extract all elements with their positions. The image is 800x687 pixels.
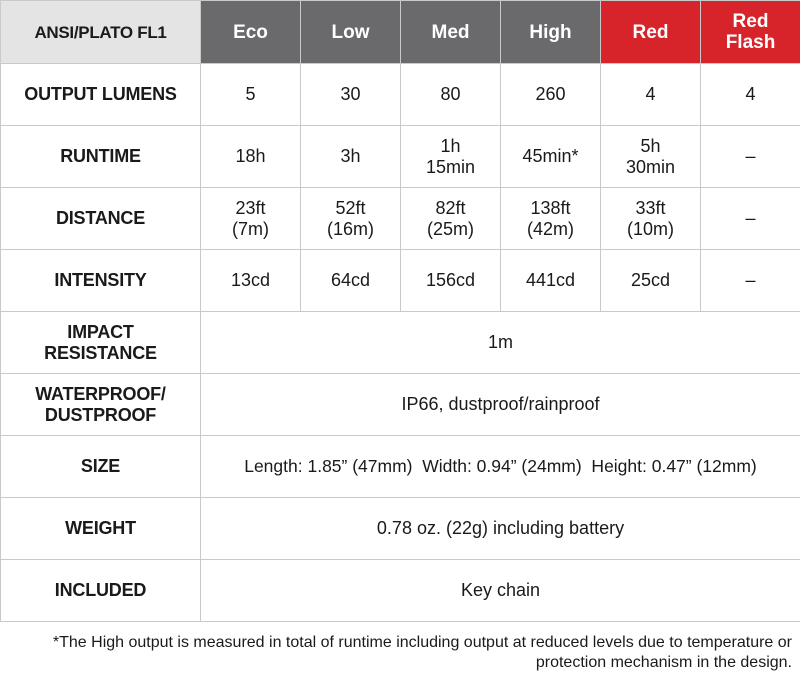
row-label: WEIGHT	[1, 498, 201, 560]
row-label: IMPACT RESISTANCE	[1, 312, 201, 374]
header-row	[1, 1, 800, 64]
table-cell: 0.78 oz. (22g) including battery	[201, 498, 800, 560]
intensity-row	[1, 250, 800, 312]
impact-resistance-row	[1, 312, 800, 374]
table-cell: 260	[501, 64, 601, 126]
waterproof-row	[1, 374, 800, 436]
table-cell: 4	[701, 64, 800, 126]
mode-header-red: Red	[601, 1, 701, 64]
row-label: INCLUDED	[1, 560, 201, 622]
table-cell: 5	[201, 64, 301, 126]
mode-header-eco: Eco	[201, 1, 301, 64]
table-cell: 23ft (7m)	[201, 188, 301, 250]
table-cell: 1h 15min	[401, 126, 501, 188]
table-cell: –	[701, 250, 800, 312]
table-cell: Length: 1.85” (47mm) Width: 0.94” (24mm) Height: 0.47” (12mm)	[201, 436, 800, 498]
distance-row	[1, 188, 800, 250]
table-cell: 5h 30min	[601, 126, 701, 188]
table-cell: 64cd	[301, 250, 401, 312]
row-label: SIZE	[1, 436, 201, 498]
table-cell: 82ft (25m)	[401, 188, 501, 250]
table-cell: 1m	[201, 312, 800, 374]
table-cell: 138ft (42m)	[501, 188, 601, 250]
table-cell: –	[701, 188, 800, 250]
standard-header: ANSI/PLATO FL1	[1, 1, 201, 64]
footnote	[0, 633, 792, 673]
table-cell: 52ft (16m)	[301, 188, 401, 250]
footnote-line: protection mechanism in the design.	[535, 654, 792, 671]
mode-header-low: Low	[301, 1, 401, 64]
output-lumens-row	[1, 64, 800, 126]
row-label: OUTPUT LUMENS	[1, 64, 201, 126]
table-cell: 33ft (10m)	[601, 188, 701, 250]
weight-row	[1, 498, 800, 560]
mode-header-high: High	[501, 1, 601, 64]
row-label: DISTANCE	[1, 188, 201, 250]
table-cell: 30	[301, 64, 401, 126]
row-label: WATERPROOF/ DUSTPROOF	[1, 374, 201, 436]
table-cell: 45min*	[501, 126, 601, 188]
table-cell: –	[701, 126, 800, 188]
table-cell: 80	[401, 64, 501, 126]
table-cell: 18h	[201, 126, 301, 188]
size-row	[1, 436, 800, 498]
table-cell: 13cd	[201, 250, 301, 312]
footnote-line: *The High output is measured in total of runtime including output at reduced levels due to temperature or	[52, 634, 792, 651]
table-cell: 156cd	[401, 250, 501, 312]
row-label: INTENSITY	[1, 250, 201, 312]
row-label: RUNTIME	[1, 126, 201, 188]
table-cell: 25cd	[601, 250, 701, 312]
table-cell: 3h	[301, 126, 401, 188]
table-cell: 4	[601, 64, 701, 126]
table-cell: 441cd	[501, 250, 601, 312]
mode-header-med: Med	[401, 1, 501, 64]
table-cell: Key chain	[201, 560, 800, 622]
mode-header-red-flash: Red Flash	[701, 1, 800, 64]
runtime-row	[1, 126, 800, 188]
table-cell: IP66, dustproof/rainproof	[201, 374, 800, 436]
included-row	[1, 560, 800, 622]
